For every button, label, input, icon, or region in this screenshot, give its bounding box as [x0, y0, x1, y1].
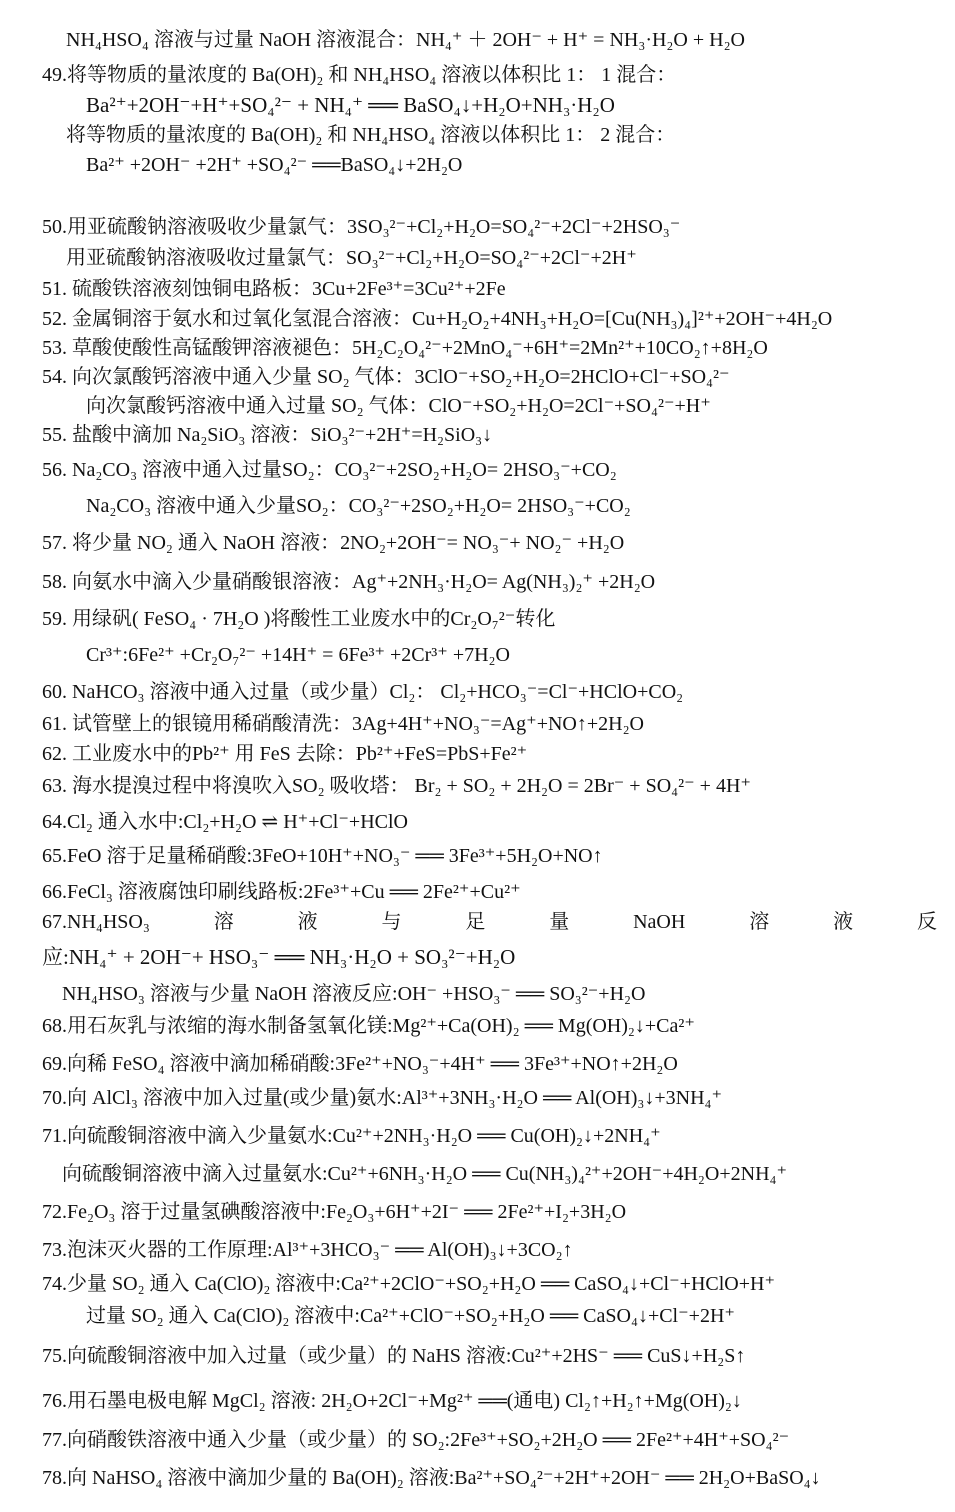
equation-line: 65.FeO 溶于足量稀硝酸:3FeO+10H⁺+NO₃⁻ ══ 3Fe³⁺+5H₂O+NO↑: [42, 845, 603, 867]
equation-line: 51. 硫酸铁溶液刻蚀铜电路板：3Cu+2Fe³⁺=3Cu²⁺+2Fe: [42, 278, 506, 300]
equation-line: 71.向硫酸铜溶液中滴入少量氨水:Cu²⁺+2NH₃·H₂O ══ Cu(OH)₂↓+2NH₄⁺: [42, 1125, 661, 1147]
equation-line: 70.向 AlCl₃ 溶液中加入过量(或少量)氨水:Al³⁺+3NH₃·H₂O ══ Al(OH)₃↓+3NH₄⁺: [42, 1087, 723, 1109]
equation-line: 77.向硝酸铁溶液中通入少量（或少量）的 SO₂:2Fe³⁺+SO₂+2H₂O ══ 2Fe²⁺+4H⁺+SO₄²⁻: [42, 1429, 790, 1451]
equation-line: 63. 海水提溴过程中将溴吹入SO₂ 吸收塔： Br₂ + SO₂ + 2H₂O = 2Br⁻ + SO₄²⁻ + 4H⁺: [42, 775, 751, 797]
equation-line: 76.用石墨电极电解 MgCl₂ 溶液: 2H₂O+2Cl⁻+Mg²⁺ ══(通电) Cl₂↑+H₂↑+Mg(OH)₂↓: [42, 1390, 742, 1412]
equation-line: 61. 试管壁上的银镜用稀硝酸清洗：3Ag+4H⁺+NO₃⁻=Ag⁺+NO↑+2H₂O: [42, 713, 645, 735]
equation-line: 75.向硫酸铜溶液中加入过量（或少量）的 NaHS 溶液:Cu²⁺+2HS⁻ ══ CuS↓+H₂S↑: [42, 1345, 746, 1367]
equation-word: 67.NH₄HSO₃: [42, 911, 150, 933]
equation-word: NaOH: [633, 911, 686, 933]
equation-line: 68.用石灰乳与浓缩的海水制备氢氧化镁:Mg²⁺+Ca(OH)₂ ══ Mg(OH)₂↓+Ca²⁺: [42, 1015, 695, 1037]
equation-word: 反: [916, 911, 937, 933]
equation-line: NH₄HSO₃ 溶液与少量 NaOH 溶液反应:OH⁻ +HSO₃⁻ ══ SO₃²⁻+H₂O: [62, 983, 646, 1005]
equation-line: 69.向稀 FeSO₄ 溶液中滴加稀硝酸:3Fe²⁺+NO₃⁻+4H⁺ ══ 3Fe³⁺+NO↑+2H₂O: [42, 1053, 678, 1075]
equation-line: Ba²⁺ +2OH⁻ +2H⁺ +SO₄²⁻ ══BaSO₄↓+2H₂O: [86, 154, 463, 176]
equation-line: 58. 向氨水中滴入少量硝酸银溶液：Ag⁺+2NH₃·H₂O= Ag(NH₃)₂⁺ +2H₂O: [42, 571, 656, 593]
equation-line: 72.Fe₂O₃ 溶于过量氢碘酸溶液中:Fe₂O₃+6H⁺+2I⁻ ══ 2Fe²⁺+I₂+3H₂O: [42, 1201, 627, 1223]
equation-word: 与: [381, 911, 402, 933]
equation-line: 用亚硫酸钠溶液吸收过量氯气：SO₃²⁻+Cl₂+H₂O=SO₄²⁻+2Cl⁻+2H⁺: [66, 247, 637, 269]
equation-line: 55. 盐酸中滴加 Na₂SiO₃ 溶液：SiO₃²⁻+2H⁺=H₂SiO₃↓: [42, 424, 493, 446]
equation-word: 溶: [749, 911, 770, 933]
equation-word: 溶: [213, 911, 234, 933]
equation-word: 量: [549, 911, 570, 933]
equation-line: 50.用亚硫酸钠溶液吸收少量氯气：3SO₃²⁻+Cl₂+H₂O=SO₄²⁻+2Cl⁻+2HSO₃⁻: [42, 216, 681, 238]
equation-line: 74.少量 SO₂ 通入 Ca(ClO)₂ 溶液中:Ca²⁺+2ClO⁻+SO₂+H₂O ══ CaSO₄↓+Cl⁻+HClO+H⁺: [42, 1273, 776, 1295]
equation-line: Cr³⁺:6Fe²⁺ +Cr₂O₇²⁻ +14H⁺ = 6Fe³⁺ +2Cr³⁺ +7H₂O: [86, 644, 510, 666]
equation-line: 62. 工业废水中的Pb²⁺ 用 FeS 去除：Pb²⁺+FeS=PbS+Fe²⁺: [42, 743, 528, 765]
equation-line: 60. NaHCO₃ 溶液中通入过量（或少量）Cl₂： Cl₂+HCO₃⁻=Cl⁻+HClO+CO₂: [42, 681, 684, 703]
equation-line: 53. 草酸使酸性高锰酸钾溶液褪色：5H₂C₂O₄²⁻+2MnO₄⁻+6H⁺=2Mn²⁺+10CO₂↑+8H₂O: [42, 337, 768, 359]
equation-line: 54. 向次氯酸钙溶液中通入少量 SO₂ 气体：3ClO⁻+SO₂+H₂O=2HClO+Cl⁻+SO₄²⁻: [42, 366, 730, 388]
equation-line: 73.泡沫灭火器的工作原理:Al³⁺+3HCO₃⁻ ══ Al(OH)₃↓+3CO₂↑: [42, 1239, 573, 1261]
equation-line: 59. 用绿矾( FeSO₄ · 7H₂O )将酸性工业废水中的Cr₂O₇²⁻转化: [42, 608, 556, 630]
equation-line: 过量 SO₂ 通入 Ca(ClO)₂ 溶液中:Ca²⁺+ClO⁻+SO₂+H₂O ══ CaSO₄↓+Cl⁻+2H⁺: [86, 1305, 735, 1327]
equation-word: 液: [297, 911, 318, 933]
equation-line: Na₂CO₃ 溶液中通入少量SO₂：CO₃²⁻+2SO₂+H₂O= 2HSO₃⁻+CO₂: [86, 495, 631, 517]
equation-line: 56. Na₂CO₃ 溶液中通入过量SO₂：CO₃²⁻+2SO₂+H₂O= 2HSO₃⁻+CO₂: [42, 459, 617, 481]
equation-word: 足: [465, 911, 486, 933]
equation-line: 78.向 NaHSO₄ 溶液中滴加少量的 Ba(OH)₂ 溶液:Ba²⁺+SO₄²⁻+2H⁺+2OH⁻ ══ 2H₂O+BaSO₄↓: [42, 1467, 821, 1489]
equation-line: 66.FeCl₃ 溶液腐蚀印刷线路板:2Fe³⁺+Cu ══ 2Fe²⁺+Cu²⁺: [42, 881, 521, 903]
equation-line: 将等物质的量浓度的 Ba(OH)₂ 和 NH₄HSO₄ 溶液以体积比 1： 2 混合：: [66, 124, 676, 146]
equation-line: 向硫酸铜溶液中滴入过量氨水:Cu²⁺+6NH₃·H₂O ══ Cu(NH₃)₄²⁺+2OH⁻+4H₂O+2NH₄⁺: [62, 1163, 788, 1185]
equation-line: 应:NH₄⁺ + 2OH⁻+ HSO₃⁻ ══ NH₃·H₂O + SO₃²⁻+H₂O: [42, 945, 516, 969]
equation-line: 向次氯酸钙溶液中通入过量 SO₂ 气体：ClO⁻+SO₂+H₂O=2Cl⁻+SO₄²⁻+H⁺: [86, 395, 711, 417]
equation-line: NH₄HSO₄ 溶液与过量 NaOH 溶液混合：NH₄⁺ ＋ 2OH⁻ + H⁺ = NH₃·H₂O + H₂O: [66, 29, 745, 51]
equation-line: 52. 金属铜溶于氨水和过氧化氢混合溶液：Cu+H₂O₂+4NH₃+H₂O=[Cu(NH₃)₄]²⁺+2OH⁻+4H₂O: [42, 308, 833, 330]
equation-word: 液: [833, 911, 854, 933]
equation-line: [42, 910, 955, 934]
equation-line: 49.将等物质的量浓度的 Ba(OH)₂ 和 NH₄HSO₄ 溶液以体积比 1： 1 混合：: [42, 64, 677, 86]
equation-line: 57. 将少量 NO₂ 通入 NaOH 溶液：2NO₂+2OH⁻= NO₃⁻+ NO₂⁻ +H₂O: [42, 532, 625, 554]
equation-line: Ba²⁺+2OH⁻+H⁺+SO₄²⁻ + NH₄⁺ ══ BaSO₄↓+H₂O+NH₃·H₂O: [86, 93, 615, 117]
equation-line: 64.Cl₂ 通入水中:Cl₂+H₂O ⇌ H⁺+Cl⁻+HClO: [42, 811, 408, 833]
